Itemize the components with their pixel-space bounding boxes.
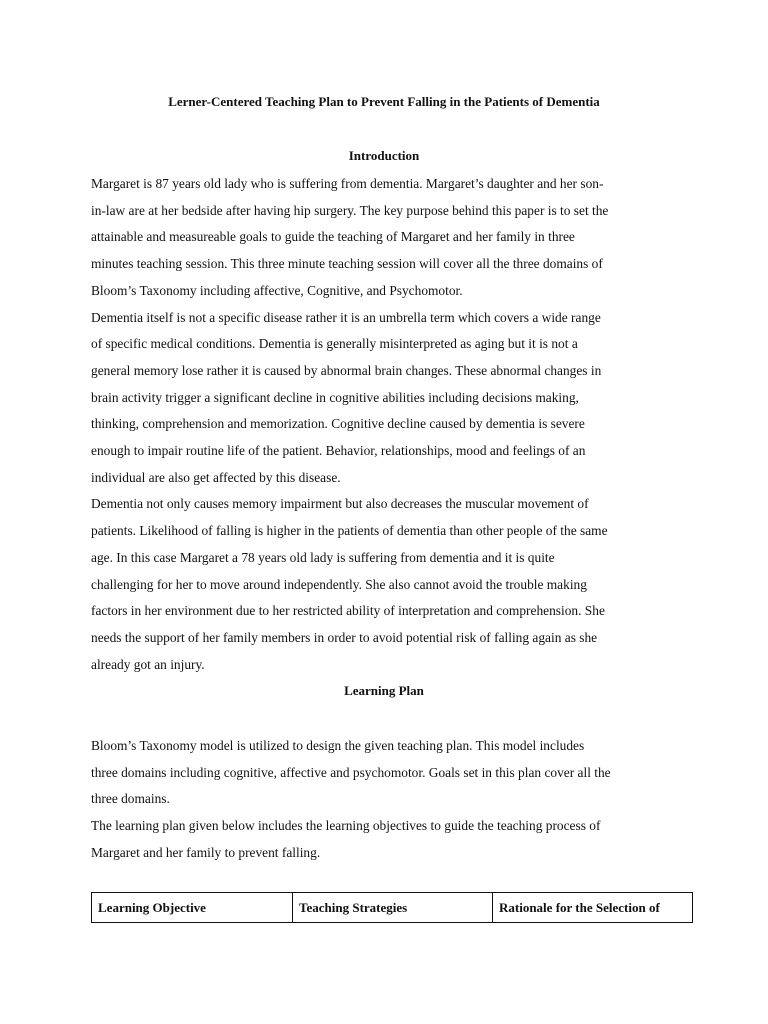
text-line: challenging for her to move around independently. She also cannot avoid the trouble making — [91, 576, 587, 592]
text-line: three domains including cognitive, affective and psychomotor. Goals set in this plan cover all the — [91, 764, 611, 780]
paragraph — [91, 171, 683, 305]
text-line: Dementia not only causes memory impairment but also decreases the muscular movement of — [91, 496, 589, 512]
learning-plan-table — [91, 892, 693, 923]
column-header-teaching-strategies: Teaching Strategies — [293, 893, 493, 923]
learning-plan-body — [91, 733, 683, 867]
document-title: Lerner-Centered Teaching Plan to Prevent Falling in the Patients of Dementia — [168, 94, 600, 109]
paragraph — [91, 491, 683, 678]
column-header-learning-objective: Learning Objective — [92, 893, 293, 923]
text-line: of specific medical conditions. Dementia is generally misinterpreted as aging but it is not a — [91, 336, 578, 352]
text-line: Dementia itself is not a specific disease rather it is an umbrella term which covers a wide range — [91, 309, 601, 325]
section-heading-introduction: Introduction — [348, 148, 420, 163]
paragraph — [91, 813, 683, 866]
text-line: already got an injury. — [91, 656, 205, 672]
text-line: enough to impair routine life of the patient. Behavior, relationships, mood and feelings of an — [91, 443, 586, 459]
paragraph — [91, 733, 683, 813]
text-line: thinking, comprehension and memorization. Cognitive decline caused by dementia is severe — [91, 416, 585, 432]
table-header-row — [92, 893, 693, 923]
text-line: age. In this case Margaret a 78 years old lady is suffering from dementia and it is quite — [91, 549, 555, 565]
text-line: attainable and measureable goals to guide the teaching of Margaret and her family in three — [91, 229, 575, 245]
text-line: Margaret and her family to prevent falling. — [91, 844, 321, 860]
text-line: brain activity trigger a significant decline in cognitive abilities including decisions making, — [91, 389, 579, 405]
text-line: general memory lose rather it is caused by abnormal brain changes. These abnormal changes in — [91, 362, 602, 378]
text-line: Bloom’s Taxonomy including affective, Cognitive, and Psychomotor. — [91, 282, 463, 298]
paragraph — [91, 305, 683, 492]
text-line: in-law are at her bedside after having hip surgery. The key purpose behind this paper is to set the — [91, 202, 609, 218]
text-line: Margaret is 87 years old lady who is suffering from dementia. Margaret’s daughter and her son- — [91, 176, 604, 191]
text-line: Bloom’s Taxonomy model is utilized to design the given teaching plan. This model includes — [91, 738, 585, 753]
text-line: The learning plan given below includes the learning objectives to guide the teaching process of — [91, 818, 601, 834]
text-line: individual are also get affected by this disease. — [91, 469, 341, 485]
text-line: needs the support of her family members in order to avoid potential risk of falling again as she — [91, 629, 598, 645]
column-header-rationale: Rationale for the Selection of — [493, 893, 693, 923]
text-line: three domains. — [91, 791, 170, 807]
introduction-body — [91, 171, 683, 678]
text-line: patients. Likelihood of falling is higher in the patients of dementia than other people of the same — [91, 523, 608, 539]
section-heading-learning-plan: Learning Plan — [344, 683, 424, 698]
text-line: factors in her environment due to her restricted ability of interpretation and comprehension. She — [91, 603, 605, 619]
text-line: minutes teaching session. This three minute teaching session will cover all the three domains of — [91, 256, 603, 272]
